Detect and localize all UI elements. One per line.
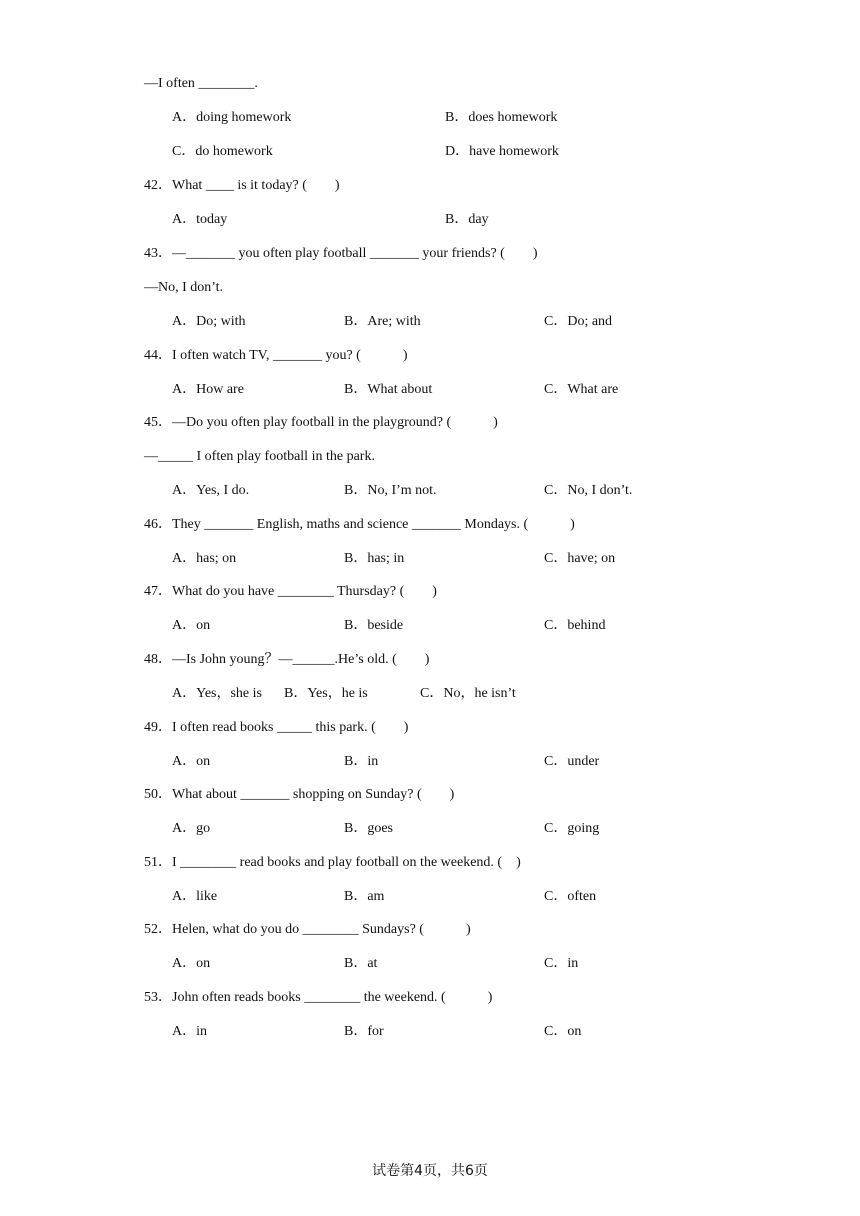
option-b: B．does homework <box>445 110 558 125</box>
q53-option-c: C．on <box>544 1024 582 1039</box>
option-d: D．have homework <box>445 144 559 159</box>
q45-option-c: C．No, I don’t. <box>544 483 633 498</box>
q53-option-b: B．for <box>344 1024 384 1039</box>
option-c: C．do homework <box>172 144 273 159</box>
question-44: 44．I often watch TV, _______ you? ( ) <box>144 348 408 363</box>
question-47: 47．What do you have ________ Thursday? ( ) <box>144 584 437 599</box>
q49-option-a: A．on <box>172 754 211 769</box>
q48-option-a: A．Yes，she is <box>172 686 262 701</box>
question-42: 42．What ____ is it today? ( ) <box>144 178 340 193</box>
question-45-reply: —_____ I often play football in the park. <box>144 449 375 464</box>
question-48: 48．—Is John young？—______.He’s old. ( ) <box>144 652 430 667</box>
q47-option-c: C．behind <box>544 618 606 633</box>
q53-option-a: A．in <box>172 1024 207 1039</box>
q50-option-b: B．goes <box>344 821 393 836</box>
q47-option-a: A．on <box>172 618 211 633</box>
question-51: 51．I ________ read books and play football on the weekend. ( ) <box>144 855 521 870</box>
q46-option-b: B．has; in <box>344 551 405 566</box>
q44-option-c: C．What are <box>544 382 619 397</box>
option-a: A．doing homework <box>172 110 292 125</box>
question-49: 49．I often read books _____ this park. ( ) <box>144 720 409 735</box>
q46-option-c: C．have; on <box>544 551 616 566</box>
q49-option-b: B．in <box>344 754 379 769</box>
question-45: 45．—Do you often play football in the playground? ( ) <box>144 415 498 430</box>
q45-option-b: B．No, I’m not. <box>344 483 437 498</box>
q43-option-b: B．Are; with <box>344 314 421 329</box>
q51-option-b: B．am <box>344 889 385 904</box>
question-52: 52．Helen, what do you do ________ Sundays? ( ) <box>144 922 471 937</box>
question-43: 43．—_______ you often play football _______ your friends? ( ) <box>144 246 538 261</box>
q42-option-b: B．day <box>445 212 489 227</box>
question-46: 46．They _______ English, maths and science _______ Mondays. ( ) <box>144 517 575 532</box>
q51-option-c: C．often <box>544 889 597 904</box>
q47-option-b: B．beside <box>344 618 404 633</box>
q43-option-a: A．Do; with <box>172 314 246 329</box>
q48-option-b: B．Yes，he is <box>284 686 368 701</box>
q42-option-a: A．today <box>172 212 228 227</box>
q48-option-c: C．No，he isn’t <box>420 686 516 701</box>
question-43-reply: —No, I don’t. <box>144 280 224 295</box>
q49-option-c: C．under <box>544 754 600 769</box>
page-footer: 试卷第4页，共6页 <box>372 1163 488 1179</box>
question-40-answer-line: —I often ________. <box>144 76 258 91</box>
q50-option-a: A．go <box>172 821 211 836</box>
q44-option-a: A．How are <box>172 382 244 397</box>
question-50: 50．What about _______ shopping on Sunday? ( ) <box>144 787 455 802</box>
question-53: 53．John often reads books ________ the weekend. ( ) <box>144 990 493 1005</box>
q51-option-a: A．like <box>172 889 218 904</box>
q45-option-a: A．Yes, I do. <box>172 483 250 498</box>
q44-option-b: B．What about <box>344 382 433 397</box>
q52-option-b: B．at <box>344 956 378 971</box>
q52-option-a: A．on <box>172 956 211 971</box>
q52-option-c: C．in <box>544 956 579 971</box>
q46-option-a: A．has; on <box>172 551 237 566</box>
q43-option-c: C．Do; and <box>544 314 613 329</box>
q50-option-c: C．going <box>544 821 600 836</box>
